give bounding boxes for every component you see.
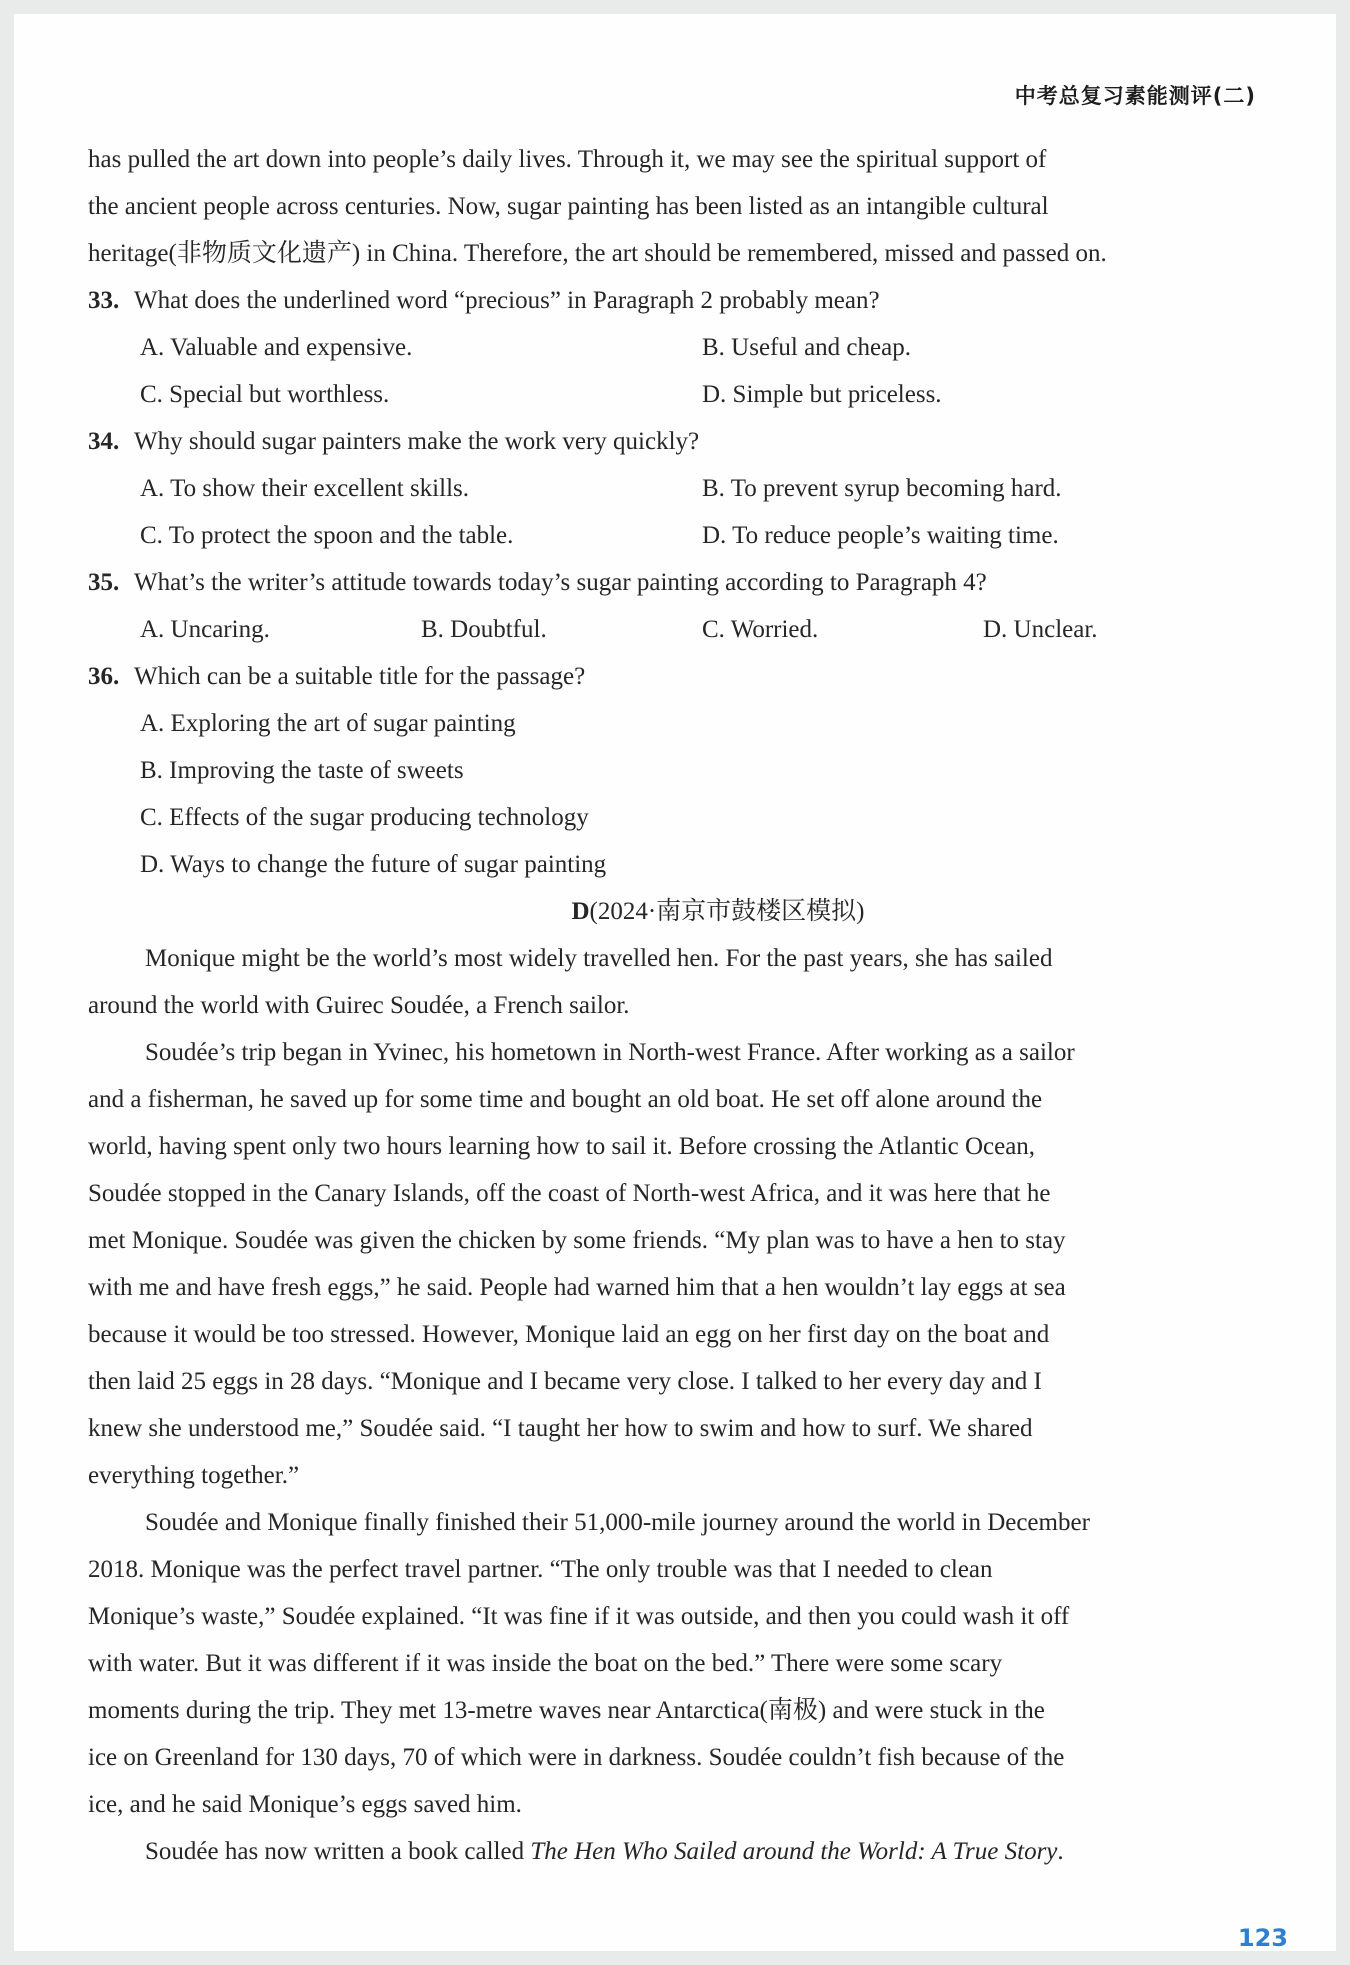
options-row [88,606,1300,653]
question-stem [88,653,1300,700]
question-stem [88,418,1300,465]
text-line: world, having spent only two hours learning how to sail it. Before crossing the Atlantic Ocean, [88,1133,1036,1160]
passage-paragraph-1 [88,935,1300,1029]
option-b[interactable]: B. To prevent syrup becoming hard. [702,475,1062,502]
text-line: Soudée stopped in the Canary Islands, off the coast of North-west Africa, and it was here that he [88,1180,1051,1207]
text-line: knew she understood me,” Soudée said. “I taught her how to swim and how to surf. We shared [88,1415,1033,1442]
text-line: everything together.” [88,1462,300,1489]
question-33 [88,277,1300,418]
section-letter: D [571,898,590,925]
text-line: Soudée and Monique finally finished their 51,000-mile journey around the world in December [145,1509,1090,1536]
option-a[interactable]: A. Uncaring. [140,616,270,643]
question-text: Which can be a suitable title for the passage? [134,663,586,690]
page-content [88,136,1300,1875]
option-a[interactable]: A. To show their excellent skills. [140,475,469,502]
options-row [88,512,1300,559]
question-text: What does the underlined word “precious” in Paragraph 2 probably mean? [134,287,880,314]
text-line: because it would be too stressed. However, Monique laid an egg on her first day on the boat and [88,1321,1050,1348]
option-d[interactable]: D. Unclear. [983,616,1098,643]
text-line: met Monique. Soudée was given the chicken by some friends. “My plan was to have a hen to stay [88,1227,1066,1254]
question-number: 34. [88,428,120,455]
text-line-content: heritage(非物质文化遗产) in China. Therefore, the art should be remembered, missed and passed on. [88,240,1107,267]
text-line-content: the ancient people across centuries. Now, sugar painting has been listed as an intangible cultural [88,193,1049,220]
passage-paragraph-3 [88,1499,1300,1828]
option-c[interactable]: C. Effects of the sugar producing technology [140,804,589,831]
text-fragment: Soudée has now written a book called [145,1838,531,1865]
text-line: around the world with Guirec Soudée, a French sailor. [88,992,630,1019]
question-35 [88,559,1300,653]
text-line: Soudée’s trip began in Yvinec, his hometown in North-west France. After working as a sailor [145,1039,1075,1066]
text-line [88,136,1300,183]
question-text: Why should sugar painters make the work very quickly? [134,428,700,455]
text-line: ice, and he said Monique’s eggs saved him. [88,1791,522,1818]
option-b[interactable]: B. Improving the taste of sweets [140,757,464,784]
text-fragment: . [1057,1838,1064,1865]
text-line: moments during the trip. They met 13-metre waves near Antarctica(南极) and were stuck in the [88,1697,1045,1724]
option-d[interactable]: D. Ways to change the future of sugar painting [140,851,607,878]
section-title [88,888,1300,935]
text-line: with me and have fresh eggs,” he said. People had warned him that a hen wouldn’t lay eggs at sea [88,1274,1066,1301]
passage-paragraph-4 [88,1828,1300,1875]
question-number: 36. [88,663,120,690]
question-stem [88,559,1300,606]
section-source: (2024·南京市鼓楼区模拟) [589,898,865,925]
text-line: and a fisherman, he saved up for some time and bought an old boat. He set off alone around the [88,1086,1043,1113]
text-line: Monique’s waste,” Soudée explained. “It was fine if it was outside, and then you could wash it off [88,1603,1070,1630]
question-34 [88,418,1300,559]
intro-paragraph [88,136,1300,277]
text-line [88,230,1300,277]
text-line: 2018. Monique was the perfect travel partner. “The only trouble was that I needed to clean [88,1556,993,1583]
passage-paragraph-2 [88,1029,1300,1499]
question-stem [88,277,1300,324]
text-line: with water. But it was different if it was inside the boat on the bed.” There were some scary [88,1650,1003,1677]
option-d[interactable]: D. To reduce people’s waiting time. [702,522,1059,549]
page-header: 中考总复习素能测评(二) [1014,84,1256,108]
option-a[interactable]: A. Valuable and expensive. [140,334,413,361]
option-c[interactable]: C. Worried. [702,616,819,643]
question-text: What’s the writer’s attitude towards today’s sugar painting according to Paragraph 4? [134,569,987,596]
option-b[interactable]: B. Doubtful. [421,616,547,643]
page [14,14,1336,1951]
question-number: 33. [88,287,120,314]
question-36 [88,653,1300,888]
option-a[interactable]: A. Exploring the art of sugar painting [140,710,516,737]
option-c[interactable]: C. To protect the spoon and the table. [140,522,514,549]
text-line [88,183,1300,230]
page-number: 123 [1237,1924,1288,1952]
text-line-content: has pulled the art down into people’s daily lives. Through it, we may see the spiritual support of [88,146,1047,173]
text-line: Monique might be the world’s most widely travelled hen. For the past years, she has sailed [145,945,1053,972]
options-row [88,324,1300,371]
question-number: 35. [88,569,120,596]
option-c[interactable]: C. Special but worthless. [140,381,390,408]
options-row [88,465,1300,512]
option-d[interactable]: D. Simple but priceless. [702,381,942,408]
options-row [88,371,1300,418]
text-line: then laid 25 eggs in 28 days. “Monique and I became very close. I talked to her every day and I [88,1368,1042,1395]
text-line: ice on Greenland for 130 days, 70 of which were in darkness. Soudée couldn’t fish because of the [88,1744,1065,1771]
option-b[interactable]: B. Useful and cheap. [702,334,911,361]
text-line [88,1828,1300,1875]
book-title: The Hen Who Sailed around the World: A True Story [530,1838,1058,1865]
